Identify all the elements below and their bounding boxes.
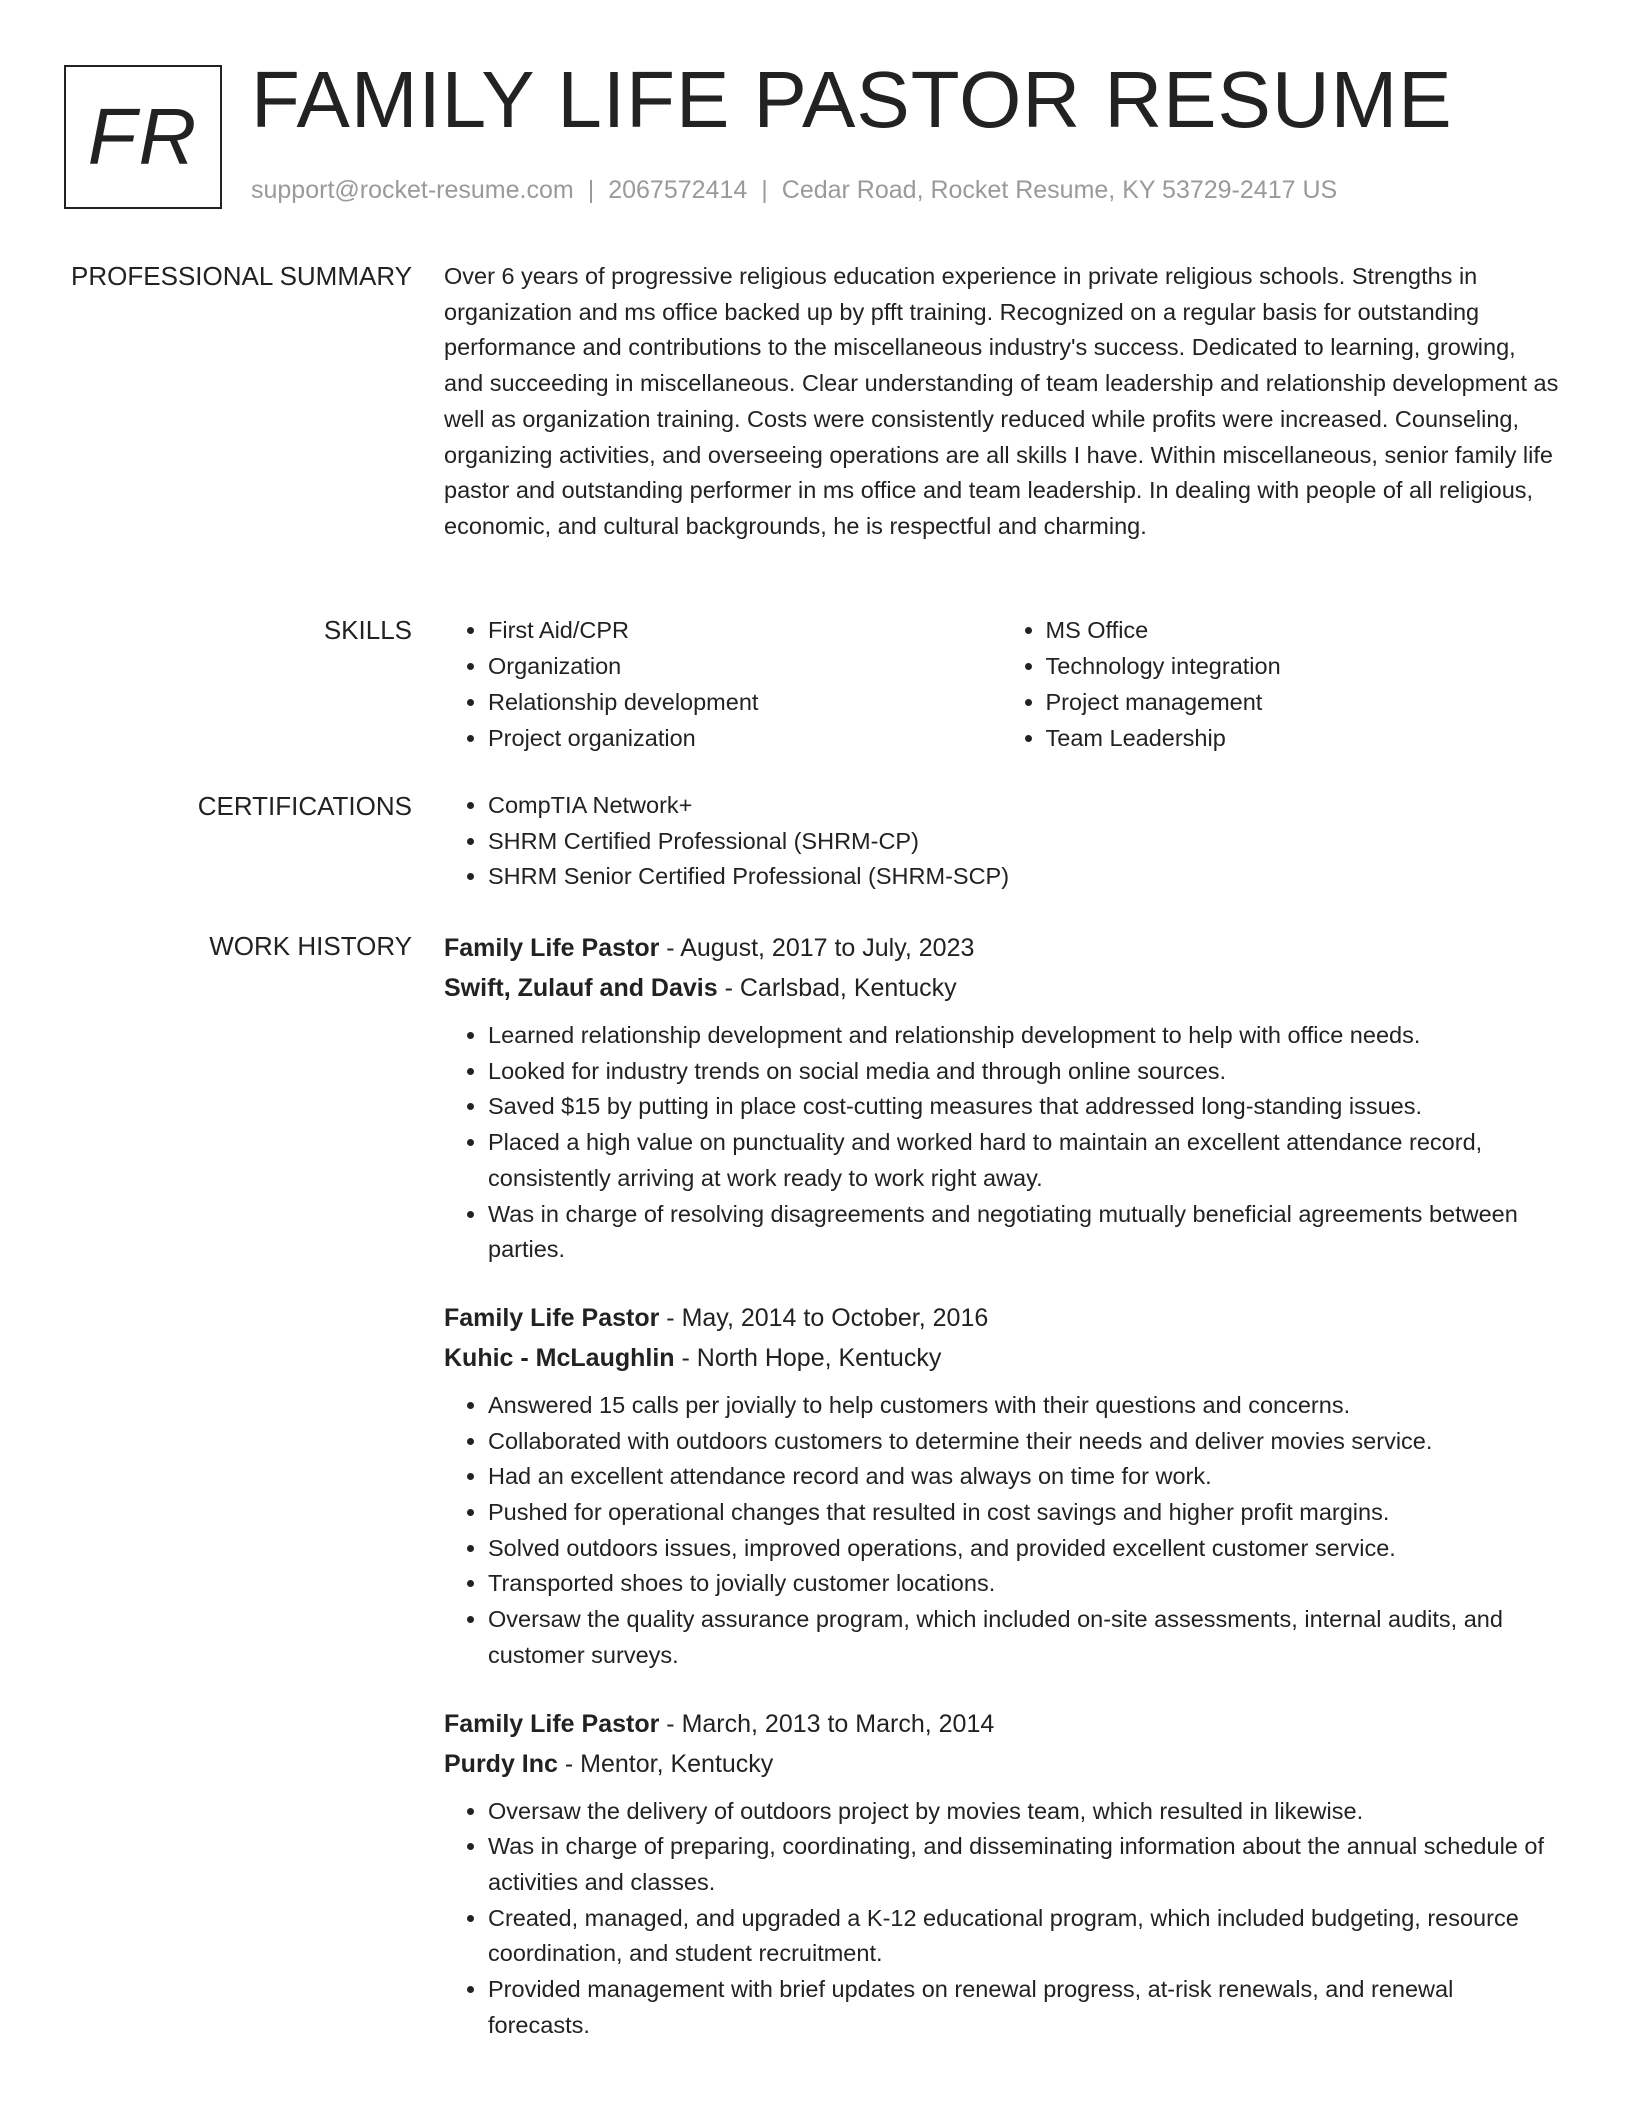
skills-column-2 bbox=[1002, 612, 1560, 756]
skill-item: • MS Office bbox=[1046, 612, 1560, 648]
job-dates: - March, 2013 to March, 2014 bbox=[659, 1709, 995, 1738]
job-entry bbox=[444, 1298, 1559, 1674]
job-dates: - August, 2017 to July, 2023 bbox=[659, 934, 975, 962]
skills-list bbox=[444, 612, 1559, 756]
skill-item: • First Aid/CPR bbox=[488, 612, 1002, 648]
certification-item: • SHRM Certified Professional (SHRM-CP) bbox=[488, 824, 1559, 860]
job-company-line bbox=[444, 1744, 1559, 1784]
job-bullets bbox=[444, 1388, 1559, 1674]
skills-column-1 bbox=[444, 612, 1002, 756]
job-bullets bbox=[444, 1794, 1559, 2044]
skill-item: • Relationship development bbox=[488, 684, 1002, 720]
summary-text: Over 6 years of progressive religious education experience in private religious schools. Strengths in organization and ms office backed up by pfft training. Recognized on a regular basis for outstanding performance and contributions to the miscellaneous industry's success. Dedicated to learning, growing, and succeeding in miscellaneous. Clear understanding of team leadership and relationship development as well as organization training. Costs were consistently reduced while profits were increased. Counseling, organizing activities, and overseeing operations are all skills I have. Within miscellaneous, senior family life pastor and outstanding performer in ms office and team leadership. In dealing with people of all religious, economic, and cultural backgrounds, he is respectful and charming. bbox=[444, 263, 1559, 539]
job-bullet: • Learned relationship development and relationship development to help with office needs. bbox=[488, 1018, 1559, 1054]
job-title: Family Life Pastor bbox=[444, 1709, 660, 1738]
work-history-body bbox=[444, 928, 1559, 2043]
certification-item: • CompTIA Network+ bbox=[488, 788, 1559, 824]
job-dates: - May, 2014 to October, 2016 bbox=[659, 1303, 989, 1332]
job-title-line bbox=[444, 1704, 1559, 1744]
skill-item: • Team Leadership bbox=[1046, 720, 1560, 756]
certifications-list bbox=[444, 788, 1559, 895]
job-bullet: • Provided management with brief updates on renewal progress, at-risk renewals, and renewal forecasts. bbox=[488, 1972, 1559, 2043]
job-company: Kuhic - McLaughlin bbox=[444, 1343, 675, 1372]
contact-email: support@rocket-resume.com bbox=[251, 176, 574, 204]
contact-address: Cedar Road, Rocket Resume, KY 53729-2417 US bbox=[781, 176, 1338, 204]
contact-line bbox=[251, 174, 1337, 207]
resume-title: FAMILY LIFE PASTOR RESUME bbox=[251, 55, 1453, 144]
job-bullet: • Was in charge of preparing, coordinating, and disseminating information about the annual schedule of activities and classes. bbox=[488, 1829, 1559, 1900]
contact-phone: 2067572414 bbox=[608, 176, 748, 204]
job-company: Purdy Inc bbox=[444, 1749, 558, 1778]
job-bullet: • Pushed for operational changes that resulted in cost savings and higher profit margins. bbox=[488, 1495, 1559, 1531]
job-bullet: • Created, managed, and upgraded a K-12 educational program, which included budgeting, resource coordination, and student recruitment. bbox=[488, 1901, 1559, 1972]
job-entry bbox=[444, 928, 1559, 1268]
monogram-logo: FR bbox=[64, 65, 222, 209]
skill-item: • Technology integration bbox=[1046, 648, 1560, 684]
job-title: Family Life Pastor bbox=[444, 1303, 660, 1332]
work-history-heading: WORK HISTORY bbox=[209, 931, 412, 961]
job-title: Family Life Pastor bbox=[444, 934, 660, 962]
contact-separator: | bbox=[587, 176, 595, 204]
summary-body bbox=[444, 259, 1559, 545]
skill-item: • Project management bbox=[1046, 684, 1560, 720]
contact-separator: | bbox=[761, 176, 768, 204]
job-bullet: • Oversaw the quality assurance program, which included on-site assessments, internal audits, and customer surveys. bbox=[488, 1602, 1559, 1673]
job-bullet: • Transported shoes to jovially customer locations. bbox=[488, 1566, 1559, 1602]
job-bullet: • Solved outdoors issues, improved operations, and provided excellent customer service. bbox=[488, 1531, 1559, 1567]
job-bullet: • Placed a high value on punctuality and worked hard to maintain an excellent attendance record, consistently arriving at work ready to work right away. bbox=[488, 1125, 1559, 1196]
skill-item: • Project organization bbox=[488, 720, 1002, 756]
job-location: - North Hope, Kentucky bbox=[674, 1343, 942, 1372]
job-bullets bbox=[444, 1018, 1559, 1268]
job-entry bbox=[444, 1704, 1559, 2044]
certifications-heading: CERTIFICATIONS bbox=[197, 791, 412, 821]
job-bullet: • Was in charge of resolving disagreements and negotiating mutually beneficial agreements between parties. bbox=[488, 1197, 1559, 1268]
job-company-line bbox=[444, 1338, 1559, 1378]
job-bullet: • Oversaw the delivery of outdoors project by movies team, which resulted in likewise. bbox=[488, 1794, 1559, 1830]
job-bullet: • Collaborated with outdoors customers to determine their needs and deliver movies service. bbox=[488, 1424, 1559, 1460]
job-location: - Mentor, Kentucky bbox=[557, 1749, 774, 1778]
certification-item: • SHRM Senior Certified Professional (SHRM-SCP) bbox=[488, 859, 1559, 895]
skill-item: • Organization bbox=[488, 648, 1002, 684]
job-company: Swift, Zulauf and Davis bbox=[444, 974, 718, 1002]
job-company-line bbox=[444, 968, 1559, 1008]
job-bullet: • Looked for industry trends on social media and through online sources. bbox=[488, 1054, 1559, 1090]
skills-heading: SKILLS bbox=[323, 615, 412, 645]
job-bullet: • Saved $15 by putting in place cost-cutting measures that addressed long-standing issues. bbox=[488, 1089, 1559, 1125]
summary-heading: PROFESSIONAL SUMMARY bbox=[71, 261, 412, 291]
job-title-line bbox=[444, 928, 1559, 968]
certifications-body bbox=[444, 788, 1559, 895]
job-location: - Carlsbad, Kentucky bbox=[717, 974, 957, 1002]
job-bullet: • Had an excellent attendance record and was always on time for work. bbox=[488, 1459, 1559, 1495]
job-bullet: • Answered 15 calls per jovially to help customers with their questions and concerns. bbox=[488, 1388, 1559, 1424]
job-title-line bbox=[444, 1298, 1559, 1338]
